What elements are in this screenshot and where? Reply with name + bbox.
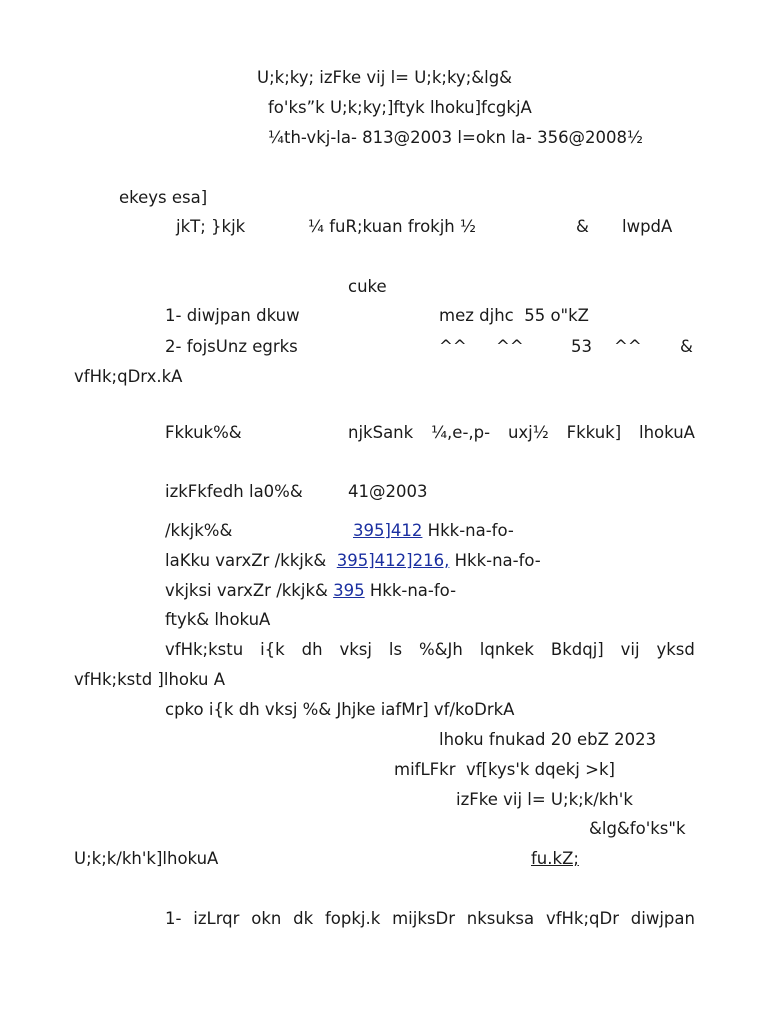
versus-heading: cuke — [348, 277, 387, 296]
judgment-word: fopkj.k — [324, 909, 381, 928]
accused-2-age: 53 — [571, 337, 592, 356]
framed-section-link[interactable]: 395]412]216, — [336, 551, 450, 570]
accused-2-mark-2: ^^ — [496, 337, 524, 356]
prosecution-word: dh — [301, 640, 323, 659]
charge-section-line — [165, 581, 456, 601]
accused-2-name: 2- fojsUnz egrks — [165, 337, 298, 356]
framed-label: laKku varxZr /kkjk& — [165, 551, 332, 570]
charge-label: vkjksi varxZr /kkjk& — [165, 581, 334, 600]
charge-suffix: Hkk-na-fo- — [364, 581, 457, 600]
plaintiff-note: ¼ fuR;kuan frokjh ½ — [308, 217, 477, 236]
case-number: ¼th-vkj-la- 813@2003 l=okn la- 356@2008½ — [268, 128, 644, 147]
prosecution-line — [165, 640, 695, 660]
prosecution-word: vksj — [339, 640, 372, 659]
prosecution-word: vfHk;kstu — [165, 640, 244, 659]
police-station-word: uxj½ — [507, 423, 549, 442]
judge-title-cont: &lg&fo'ks"k — [589, 819, 686, 838]
prosecution-word: yksd — [656, 640, 695, 659]
accused-2-mark-3: ^^ — [614, 337, 642, 356]
section-link[interactable]: 395]412 — [353, 521, 423, 540]
prosecution-word: Bkdqj] — [550, 640, 604, 659]
police-station-word: ¼,e-,p- — [431, 423, 491, 442]
case-title: ekeys esa] — [119, 188, 208, 207]
accused-1-name: 1- diwjpan dkuw — [165, 306, 300, 325]
verdict-heading — [531, 849, 585, 869]
judgment-word: dk — [293, 909, 314, 928]
judgment-word: nksuksa — [466, 909, 535, 928]
section-suffix: Hkk-na-fo- — [422, 521, 514, 540]
accused-label: vfHk;qDrx.kA — [74, 367, 183, 386]
prosecution-word: vij — [620, 640, 640, 659]
judgment-word: okn — [251, 909, 282, 928]
presiding-officer: mifLFkr vf[kys'k dqekj >k] — [394, 760, 615, 779]
judgment-first-line — [165, 909, 695, 929]
fir-value: 41@2003 — [348, 482, 428, 501]
judgment-word: mijksDr — [392, 909, 455, 928]
court-heading-line-1: U;k;ky; izFke vij l= U;k;ky;&lg& — [257, 68, 513, 87]
prosecution-word: %&Jh — [419, 640, 463, 659]
judgment-word: diwjpan — [630, 909, 695, 928]
prosecution-word: ls — [388, 640, 403, 659]
prosecution-line-cont: vfHk;kstd ]lhoku A — [74, 670, 226, 689]
police-station-word: lhokuA — [639, 423, 695, 442]
judge-place: U;k;k/kh'k]lhokuA — [74, 849, 219, 868]
plaintiff: jkT; }kjk — [176, 217, 246, 236]
accused-2-dash: & — [680, 337, 693, 356]
plaintiff-suffix: lwpdA — [622, 217, 673, 236]
fir-label: izkFkfedh la0%& — [165, 482, 303, 501]
police-station-word: njkSank — [348, 423, 414, 442]
judge-title: izFke vij l= U;k;k/kh'k — [456, 790, 633, 809]
police-station-label: Fkkuk%& — [165, 423, 242, 442]
section-line — [353, 521, 514, 541]
section-label: /kkjk%& — [165, 521, 233, 540]
framed-suffix: Hkk-na-fo- — [449, 551, 541, 570]
court-heading-line-2: fo'ks”k U;k;ky;]ftyk lhoku]fcgkjA — [268, 98, 532, 117]
judgment-word: vfHk;qDr — [545, 909, 619, 928]
prosecution-word: i{k — [260, 640, 285, 659]
plaintiff-dash: & — [576, 217, 589, 236]
date-line: lhoku fnukad 20 ebZ 2023 — [439, 730, 657, 749]
judgment-word: 1- — [165, 909, 182, 928]
accused-2-mark-1: ^^ — [439, 337, 467, 356]
charge-section-link[interactable]: 395 — [333, 581, 365, 600]
prosecution-word: lqnkek — [479, 640, 534, 659]
police-station-value — [348, 423, 695, 443]
framed-section-line — [165, 551, 541, 571]
defence-line: cpko i{k dh vksj %& Jhjke iafMr] vf/koDrkA — [165, 700, 515, 719]
judgment-word: izLrqr — [193, 909, 240, 928]
accused-1-age: mez djhc 55 o"kZ — [439, 306, 589, 325]
verdict-text: fu.kZ; — [531, 849, 579, 868]
police-station-word: Fkkuk] — [566, 423, 622, 442]
district: ftyk& lhokuA — [165, 610, 271, 629]
